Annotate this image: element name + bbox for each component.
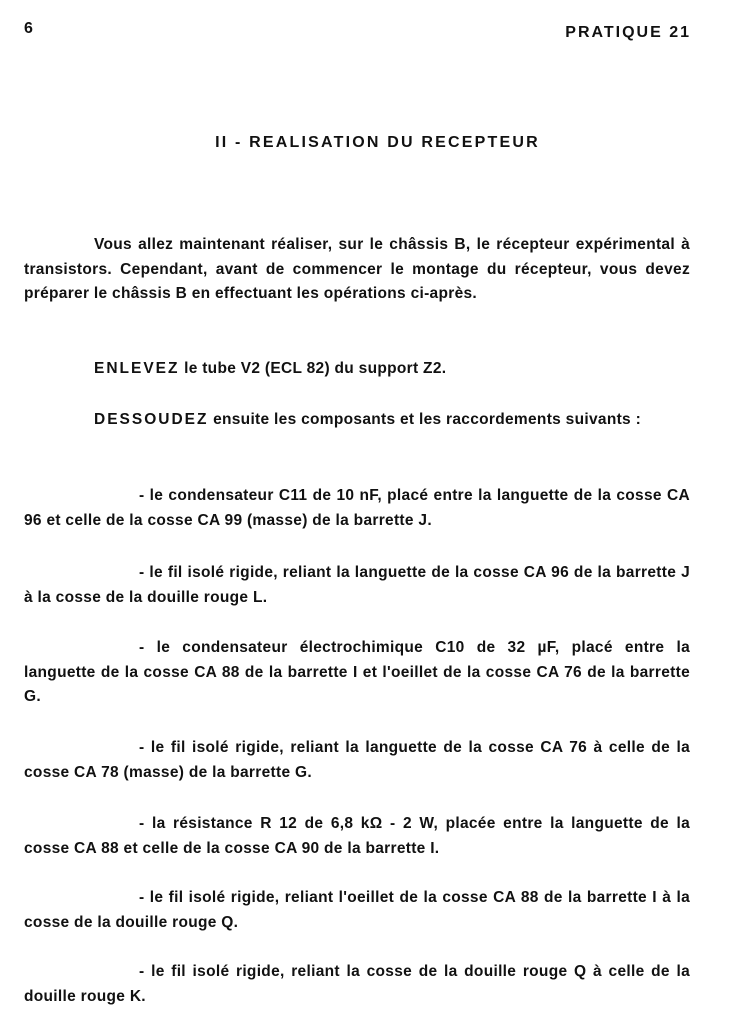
list-item: - le fil isolé rigide, reliant la languette de la cosse CA 76 à celle de la cosse CA 78 (masse) de la barrette G.: [24, 739, 690, 781]
enlevez-keyword: ENLEVEZ: [94, 360, 180, 377]
list-item: - la résistance R 12 de 6,8 kΩ - 2 W, placée entre la languette de la cosse CA 88 et celle de la cosse CA 90 de la barrette I.: [24, 815, 690, 857]
dessoudez-text: ensuite les composants et les raccordements suivants :: [208, 411, 642, 428]
page-number: 6: [24, 20, 34, 37]
list-item: - le condensateur électrochimique C10 de 32 µF, placé entre la languette de la cosse CA 88 de la barrette I et l'oeillet de la cosse CA 76 de la barrette G.: [24, 639, 690, 705]
dessoudez-paragraph: [24, 408, 690, 433]
enlevez-text: le tube V2 (ECL 82) du support Z2.: [179, 360, 447, 377]
list-item: - le fil isolé rigide, reliant l'oeillet de la cosse CA 88 de la barrette I à la cosse de la douille rouge Q.: [24, 889, 690, 931]
section-title: II - REALISATION DU RECEPTEUR: [215, 134, 540, 151]
enlevez-paragraph: [24, 357, 690, 382]
intro-text: Vous allez maintenant réaliser, sur le châssis B, le récepteur expérimental à transistors. Cependant, avant de commencer le montage du récepteur, vous devez préparer le châssis B en effectuant les opérations ci-après.: [24, 236, 690, 302]
running-header: PRATIQUE 21: [565, 24, 691, 41]
list-item: - le condensateur C11 de 10 nF, placé entre la languette de la cosse CA 96 et celle de la cosse CA 99 (masse) de la barrette J.: [24, 487, 690, 529]
list-item: - le fil isolé rigide, reliant la languette de la cosse CA 96 de la barrette J à la cosse de la douille rouge L.: [24, 564, 690, 606]
intro-paragraph: [24, 233, 690, 307]
dessoudez-keyword: DESSOUDEZ: [94, 411, 209, 428]
list-item: - le fil isolé rigide, reliant la cosse de la douille rouge Q à celle de la douille rouge K.: [24, 963, 690, 1005]
